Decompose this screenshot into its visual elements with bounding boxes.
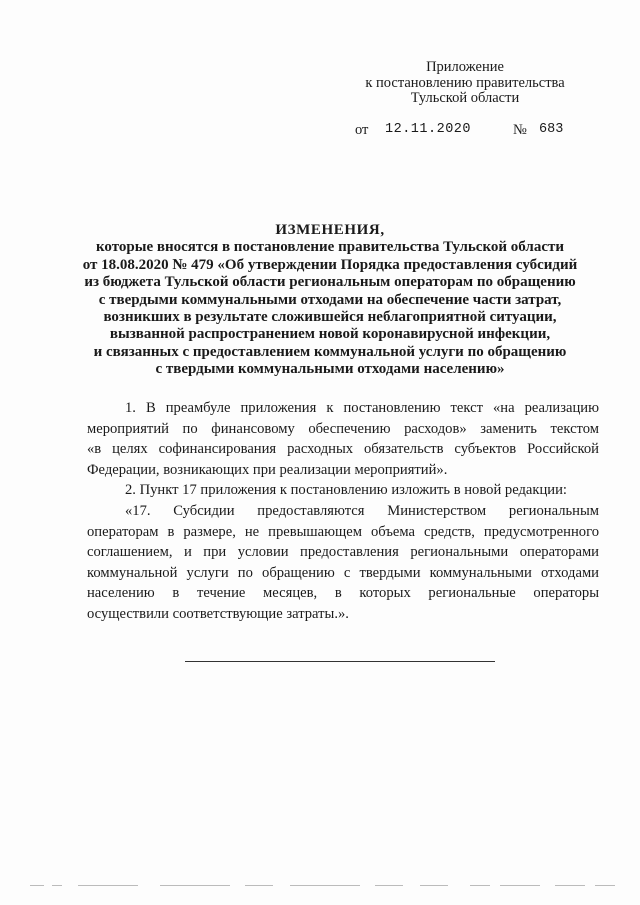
paragraph-line: коммунальной услуги по обращению с твердыми коммунальными отходами: [87, 564, 599, 581]
appendix-header: [340, 60, 590, 107]
paragraph-line: 2. Пункт 17 приложения к постановлению изложить в новой редакции:: [125, 482, 567, 499]
document-body: [87, 398, 599, 625]
title-line: от 18.08.2020 № 479 «Об утверждении Порядка предоставления субсидий: [82, 256, 578, 273]
paragraph-1: [87, 398, 599, 480]
paragraph-2: [87, 480, 599, 501]
title-line: и связанных с предоставлением коммунальной услуги по обращению: [93, 343, 567, 360]
scan-footer-artifacts: [30, 885, 620, 889]
paragraph-line: «17. Субсидии предоставляются Министерством региональным: [125, 502, 599, 519]
paragraph-3: [87, 501, 599, 625]
paragraph-line: осуществили соответствующие затраты.».: [87, 605, 349, 622]
decree-number: 683: [539, 122, 564, 137]
paragraph-line: 1. В преамбуле приложения к постановлению текст «на реализацию: [125, 400, 599, 416]
title-line: с твердыми коммунальными отходами населению»: [155, 361, 505, 378]
decree-number-label: №: [513, 122, 527, 138]
title-line: возникших в результате сложившейся неблагоприятной ситуации,: [103, 309, 557, 326]
appendix-line-2: к постановлению правительства: [365, 74, 565, 91]
closing-rule: [185, 661, 495, 662]
title-line: из бюджета Тульской области региональным операторам по обращению: [84, 274, 576, 291]
appendix-line-1: Приложение: [426, 59, 504, 75]
decree-date: 12.11.2020: [385, 122, 472, 137]
title-line: вызванной распространением новой коронавирусной инфекции,: [109, 326, 551, 343]
title-line: с твердыми коммунальными отходами на обеспечение части затрат,: [98, 291, 562, 308]
paragraph-line: «в целях софинансирования расходных обязательств субъектов Российской: [87, 441, 599, 458]
paragraph-line: мероприятий по финансовому обеспечению расходов» заменить текстом: [87, 420, 599, 437]
paragraph-line: населению в течение месяцев, в которых региональные операторы: [87, 585, 599, 602]
decree-from-label: от: [355, 122, 369, 138]
appendix-line-3: Тульской области: [410, 90, 520, 106]
paragraph-line: Федерации, возникающих при реализации мероприятий».: [87, 461, 448, 478]
paragraph-line: соглашением, и при условии предоставления региональными операторами: [87, 544, 599, 561]
decree-date-number: [355, 122, 595, 140]
paragraph-line: операторам в размере, не превышающем объема средств, предусмотренного: [87, 523, 599, 540]
title-line: которые вносятся в постановление правительства Тульской области: [95, 239, 565, 256]
title-heading: ИЗМЕНЕНИЯ,: [275, 222, 385, 238]
document-title: [70, 222, 590, 379]
